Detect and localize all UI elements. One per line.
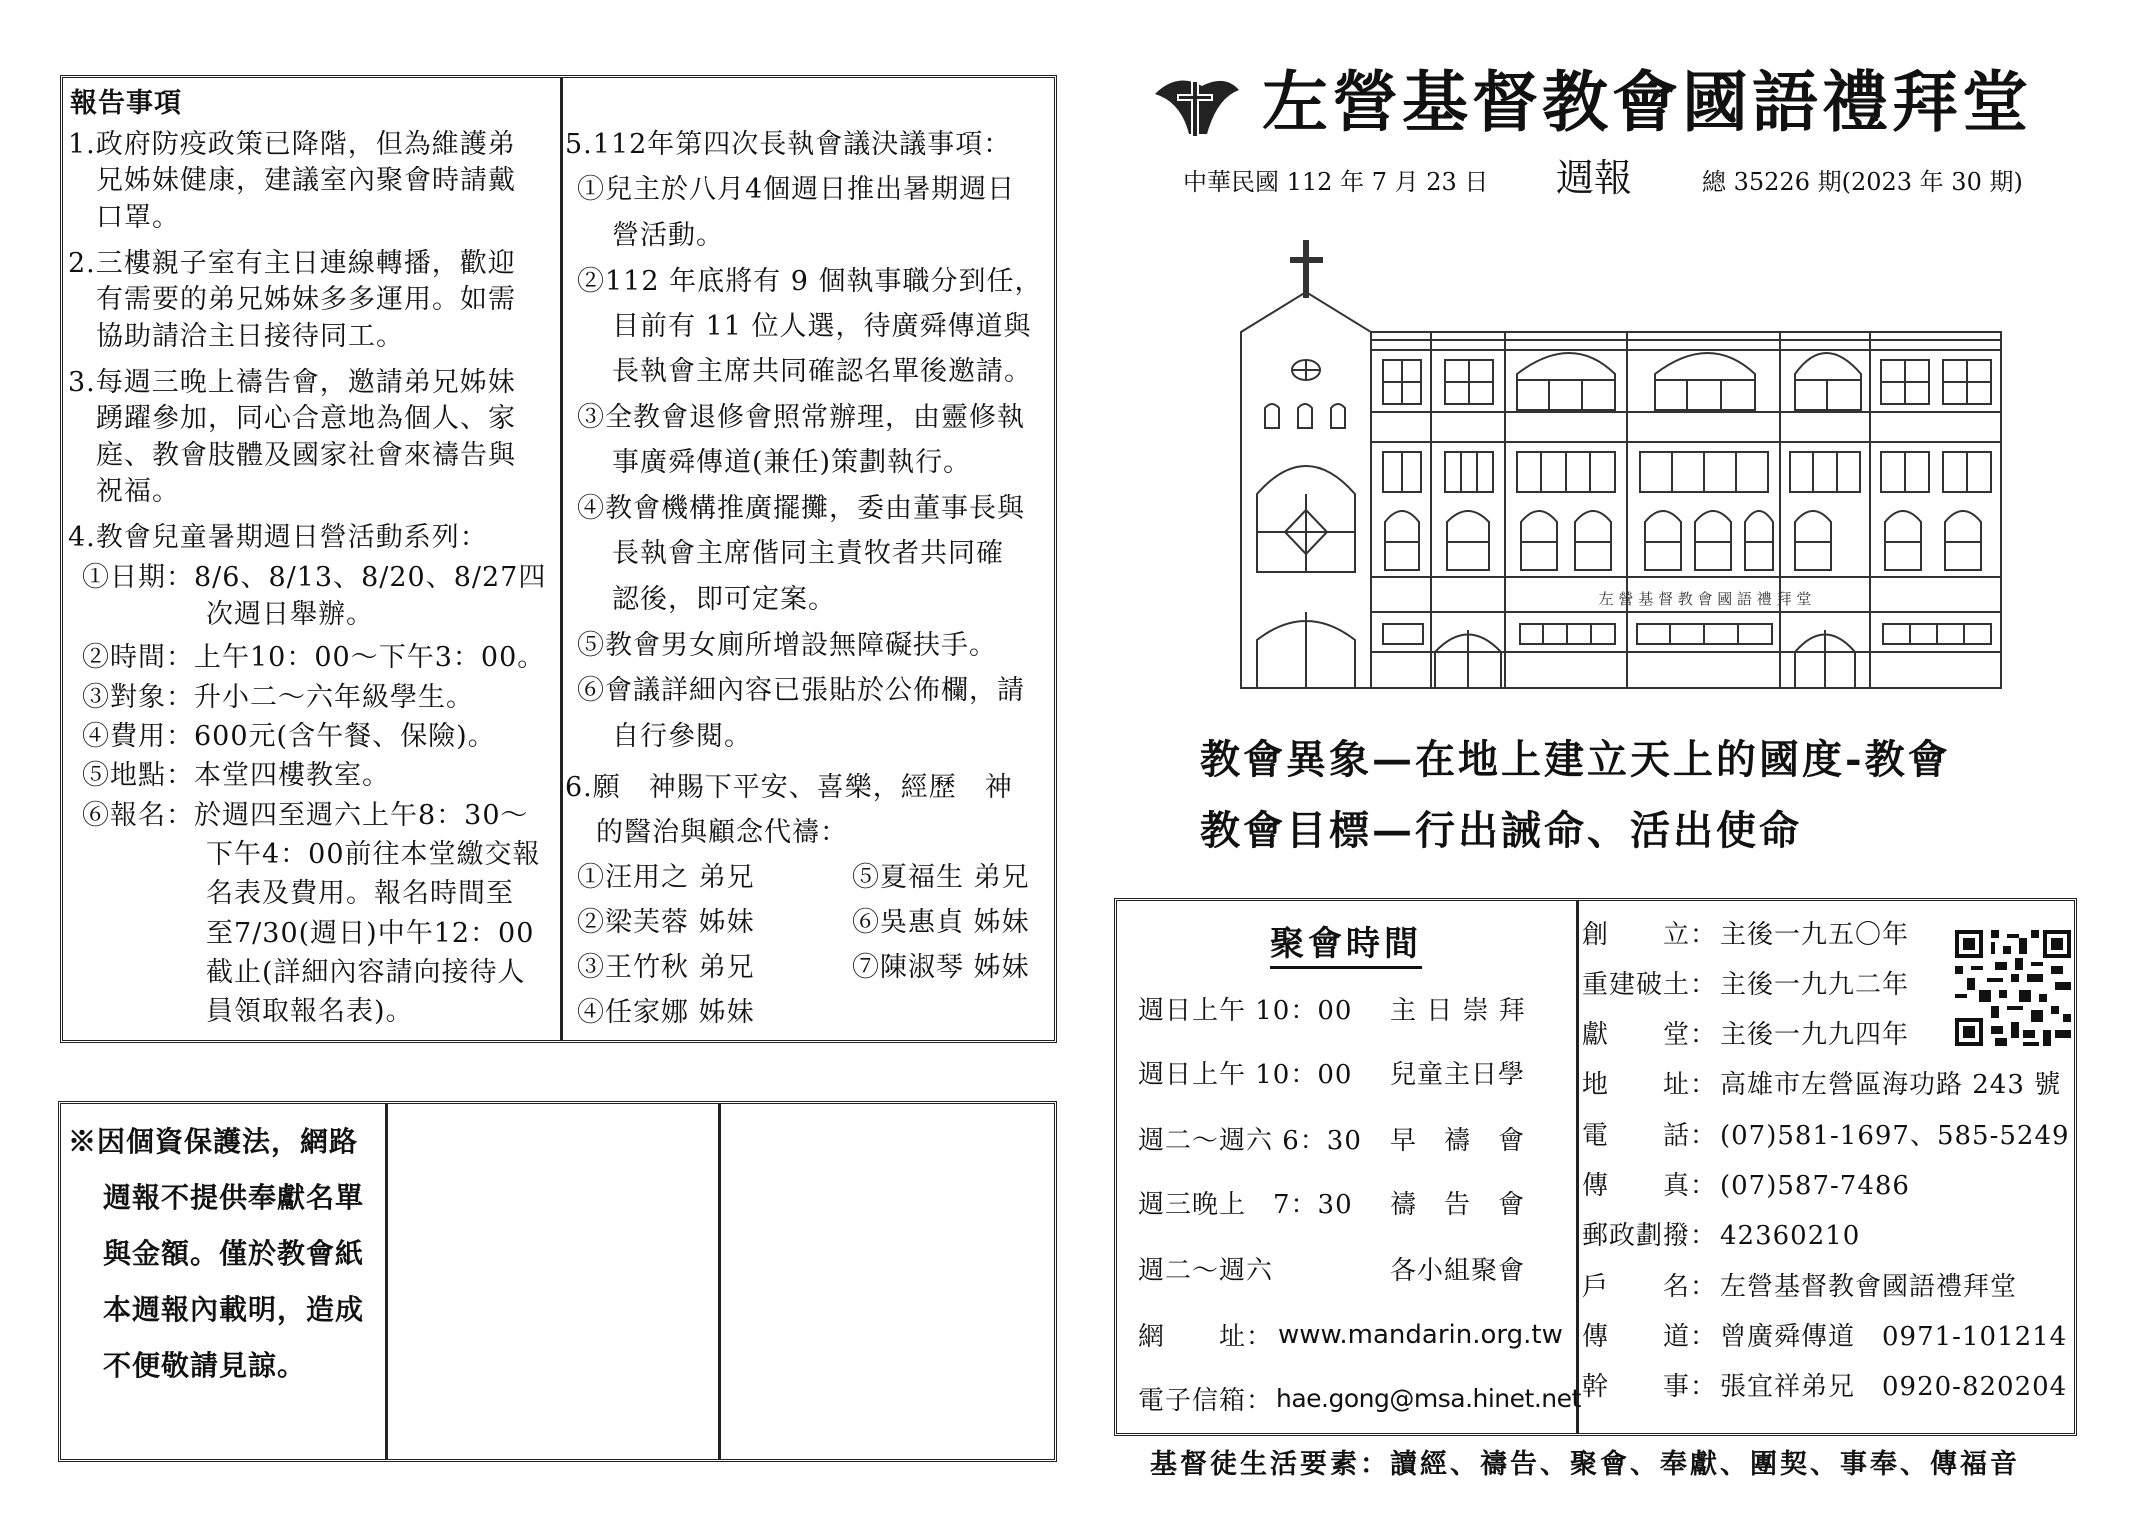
announcement-line: 庭、教會肢體及國家社會來禱告與	[96, 440, 516, 471]
bulletin-label: 週報	[1556, 156, 1633, 200]
info-value: 42360210	[1720, 1221, 1861, 1251]
prayer-name: ①汪用之 弟兄	[577, 862, 755, 893]
info-value: 曾廣舜傳道 0971-101214	[1720, 1322, 2068, 1352]
announcement-line: 下午4：00前往本堂繳交報	[206, 839, 541, 870]
meeting-time: 週三晚上 7：30	[1138, 1190, 1353, 1220]
announcement-line: ⑥會議詳細內容已張貼於公佈欄，請	[577, 675, 1025, 706]
meeting-name: 禱 告 會	[1390, 1190, 1526, 1220]
announcement-line: ⑤地點：本堂四樓教室。	[82, 760, 390, 791]
announcement-line: 協助請洽主日接待同工。	[96, 321, 404, 352]
offering-divider-1	[385, 1104, 388, 1459]
meeting-name: 早 禱 會	[1390, 1126, 1526, 1156]
info-label: 戶 名：	[1582, 1272, 1718, 1302]
announcement-line: 有需要的弟兄姊妹多多運用。如需	[96, 284, 516, 315]
announcement-line: 1.政府防疫政策已降階，但為維護弟	[68, 129, 516, 160]
announcement-line: 目前有 11 位人選，待廣舜傳道與	[612, 311, 1032, 342]
announcement-line: 截止(詳細內容請向接待人	[206, 957, 526, 988]
qr-code-icon[interactable]	[1955, 930, 2071, 1046]
meeting-info-divider	[1576, 901, 1579, 1433]
prayer-name: ⑥吳惠貞 姊妹	[852, 907, 1030, 938]
announcement-line: ③對象：升小二～六年級學生。	[82, 682, 474, 713]
website-label: 網 址：	[1138, 1322, 1274, 1352]
announcement-line: 兄姊妹健康，建議室內聚會時請戴	[96, 165, 516, 196]
email-link[interactable]: hae.gong@msa.hinet.net	[1276, 1384, 1581, 1413]
announcements-title: 報告事項	[70, 88, 182, 119]
meeting-time: 週二～週六	[1138, 1256, 1274, 1286]
church-building-illustration	[1235, 232, 2009, 692]
announcement-line: ④教會機構推廣擺攤，委由董事長與	[577, 493, 1025, 524]
email-label: 電子信箱：	[1138, 1386, 1274, 1416]
info-label: 郵政劃撥：	[1582, 1221, 1718, 1251]
announcement-line: 認後，即可定案。	[612, 584, 836, 615]
info-value: 主後一九九二年	[1720, 970, 1910, 1000]
privacy-note-line: 與金額。僅於教會紙	[103, 1237, 365, 1270]
info-label: 電 話：	[1582, 1121, 1718, 1151]
cross-logo-icon	[1147, 72, 1242, 142]
announcement-line: 自行參閱。	[612, 721, 752, 752]
church-name: 左營基督教會國語禮拜堂	[1262, 63, 2032, 141]
announcement-line: ②時間：上午10：00～下午3：00。	[82, 642, 546, 673]
announcement-line: 長執會主席偕同主責牧者共同確	[612, 538, 1004, 569]
announcement-line: 口罩。	[96, 202, 180, 233]
announcement-line: ⑤教會男女廁所增設無障礙扶手。	[577, 630, 997, 661]
meeting-name: 主 日 崇 拜	[1390, 996, 1526, 1026]
announcement-line: ②112 年底將有 9 個執事職分到任，	[577, 266, 1043, 297]
announcement-line: 次週日舉辦。	[206, 599, 374, 630]
announcement-line: 員領取報名表)。	[206, 996, 414, 1027]
announcement-line: 的醫治與顧念代禱：	[596, 817, 848, 848]
prayer-name: ③王竹秋 弟兄	[577, 952, 755, 983]
privacy-note-line: 不便敬請見諒。	[103, 1349, 307, 1382]
announcement-line: ③全教會退修會照常辦理，由靈修執	[577, 402, 1025, 433]
meetings-title: 聚會時間	[1270, 924, 1422, 969]
announcement-line: 營活動。	[612, 220, 724, 251]
prayer-name: ②梁芙蓉 姊妹	[577, 907, 755, 938]
announcement-line: ①兒主於八月4個週日推出暑期週日	[577, 174, 1016, 205]
meeting-name: 各小組聚會	[1390, 1256, 1526, 1286]
meeting-time: 週二～週六 6：30	[1138, 1126, 1362, 1156]
announcement-line: 名表及費用。報名時間至	[206, 878, 514, 909]
announcement-line: 事廣舜傳道(兼任)策劃執行。	[612, 447, 972, 478]
announcement-line: ④費用：600元(含午餐、保險)。	[82, 721, 496, 752]
info-label: 創 立：	[1582, 920, 1718, 950]
announcement-line: 5.112年第四次長執會議決議事項：	[565, 129, 1012, 160]
website-link[interactable]: www.mandarin.org.tw	[1278, 1320, 1563, 1350]
announcement-line: 4.教會兒童暑期週日營活動系列：	[68, 522, 488, 553]
info-label: 地 址：	[1582, 1070, 1718, 1100]
privacy-note-line: 本週報內載明，造成	[103, 1293, 365, 1326]
prayer-name: ④任家娜 姊妹	[577, 997, 755, 1028]
info-label: 幹 事：	[1582, 1372, 1718, 1402]
goal-statement: 教會目標—行出誡命、活出使命	[1200, 807, 1802, 854]
announcement-line: 長執會主席共同確認名單後邀請。	[612, 356, 1032, 387]
meeting-time: 週日上午 10：00	[1138, 1060, 1353, 1090]
info-label: 傳 真：	[1582, 1171, 1718, 1201]
meeting-time: 週日上午 10：00	[1138, 996, 1353, 1026]
meeting-name: 兒童主日學	[1390, 1060, 1526, 1090]
prayer-name: ⑤夏福生 弟兄	[852, 862, 1030, 893]
announcement-line: 至7/30(週日)中午12：00	[206, 918, 535, 949]
info-value: 張宜祥弟兄 0920-820204	[1720, 1372, 2068, 1402]
announcement-line: 踴躍參加，同心合意地為個人、家	[96, 403, 516, 434]
issue-number: 總 35226 期(2023 年 30 期)	[1702, 168, 2023, 196]
building-sign: 左 營 基 督 教 會 國 語 禮 拜 堂	[1598, 590, 1812, 608]
date-line: 中華民國 112 年 7 月 23 日	[1183, 168, 1489, 196]
announcement-line: ①日期：8/6、8/13、8/20、8/27四	[82, 562, 547, 593]
announcement-line: 6.願 神賜下平安、喜樂，經歷 神	[565, 772, 1013, 803]
privacy-note-line: 週報不提供奉獻名單	[103, 1181, 365, 1214]
vision-statement: 教會異象—在地上建立天上的國度-教會	[1200, 736, 1951, 783]
prayer-name: ⑦陳淑琴 姊妹	[852, 952, 1030, 983]
footer-motto: 基督徒生活要素：讀經、禱告、聚會、奉獻、團契、事奉、傳福音	[1150, 1449, 2020, 1480]
announcement-line: 2.三樓親子室有主日連線轉播，歡迎	[68, 248, 516, 279]
info-label: 獻 堂：	[1582, 1020, 1718, 1050]
info-value: 主後一九五〇年	[1720, 920, 1910, 950]
info-value: (07)581-1697、585-5249	[1720, 1121, 2070, 1151]
info-value: 左營基督教會國語禮拜堂	[1720, 1272, 2018, 1302]
info-value: 高雄市左營區海功路 243 號	[1720, 1070, 2062, 1100]
announcement-line: ⑥報名：於週四至週六上午8：30～	[82, 800, 529, 831]
info-label: 重建破土：	[1582, 970, 1718, 1000]
info-value: (07)587-7486	[1720, 1171, 1910, 1201]
offering-divider-2	[718, 1104, 721, 1459]
announcements-divider	[560, 78, 563, 1040]
info-label: 傳 道：	[1582, 1322, 1718, 1352]
announcement-line: 3.每週三晚上禱告會，邀請弟兄姊妹	[68, 367, 516, 398]
announcement-line: 祝福。	[96, 476, 180, 507]
privacy-note-line: ※因個資保護法，網路	[68, 1125, 359, 1158]
info-value: 主後一九九四年	[1720, 1020, 1910, 1050]
